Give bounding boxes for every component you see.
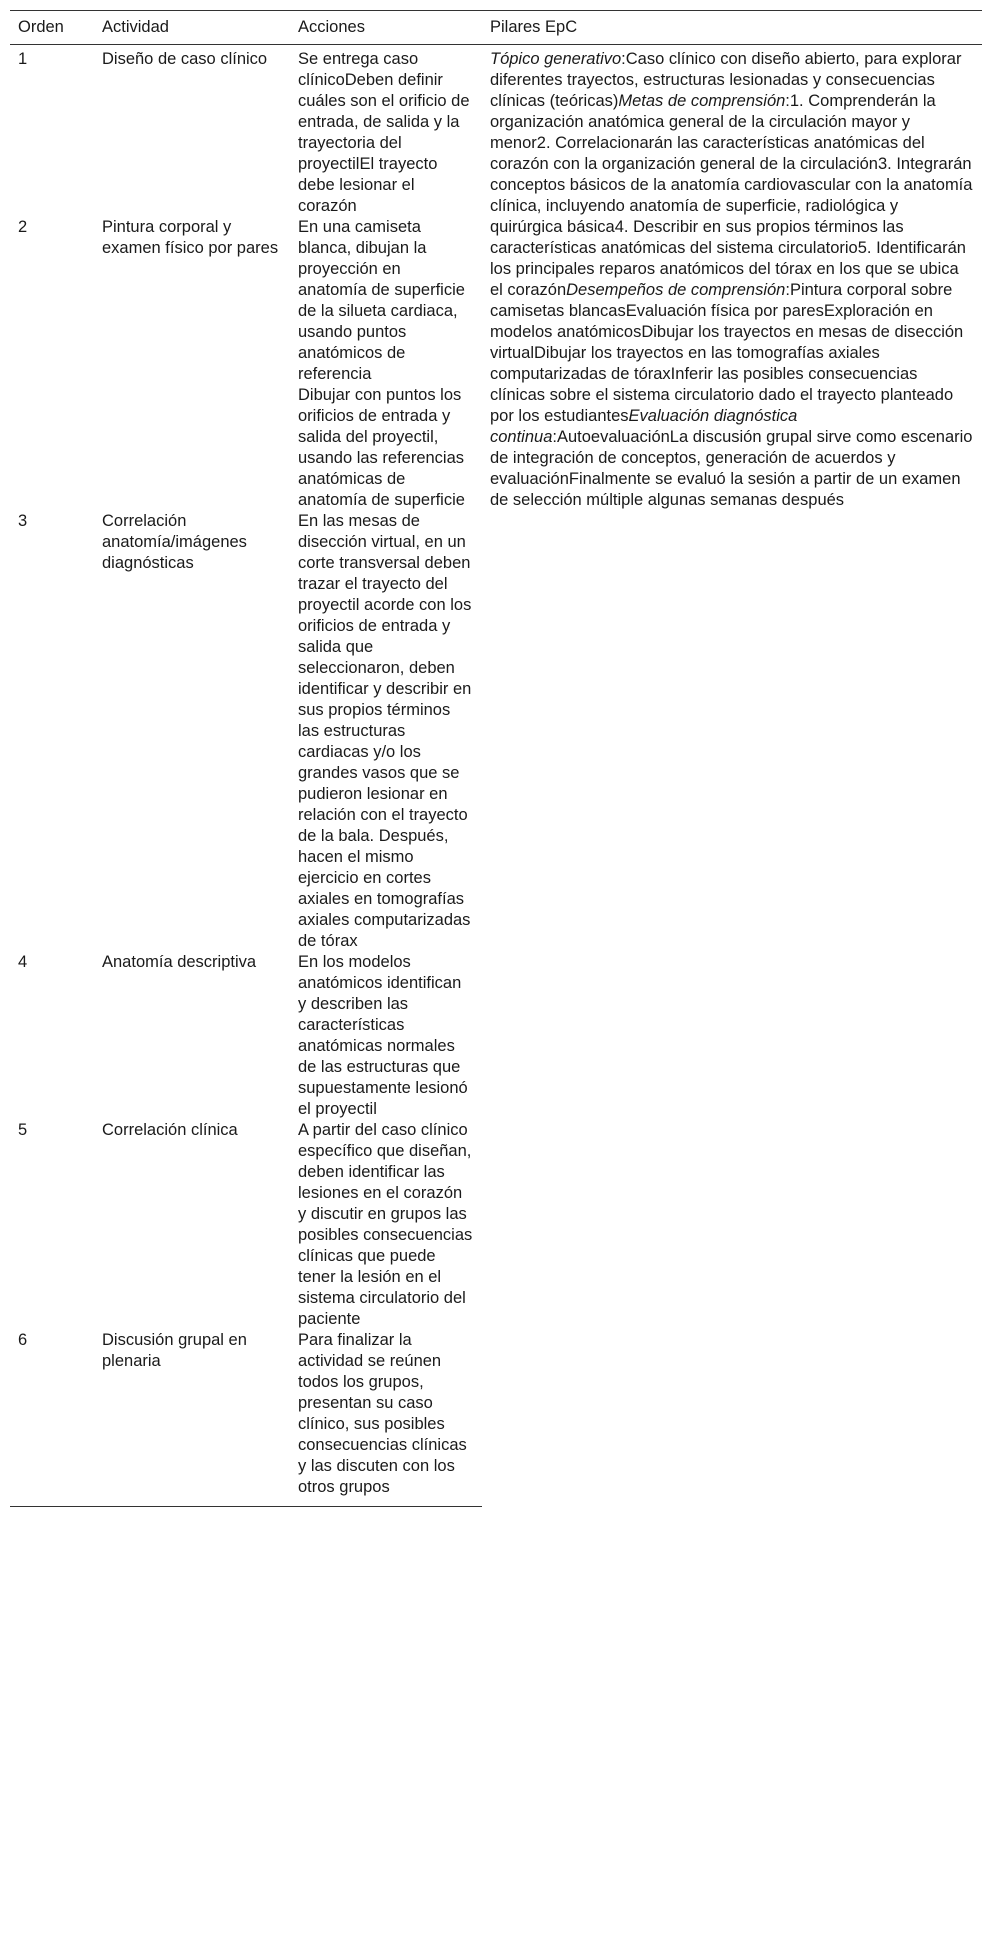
cell-acciones <box>290 217 482 511</box>
accion-text: Se entrega caso clínicoDeben definir cuáles son el orificio de entrada, de salida y la trayectoria del proyectilEl trayecto debe lesionar el corazón <box>298 50 470 215</box>
cell-acciones <box>290 952 482 1120</box>
cell-actividad: Correlación anatomía/imágenes diagnósticas <box>102 512 247 572</box>
pilar-metas-text: :1. Comprenderán la organización anatómica general de la circulación mayor y menor2. Correlacionarán las características anatómicas del corazón con la organización general de la circulación3. Integrarán conceptos básicos de la anatomía cardiovascular con la anatomía clínica, incluyendo anatomía de superficie, radiológica y quirúrgica básica4. Describir en sus propios términos las características anatómicas del sistema circulatorio5. Identificarán los principales reparos anatómicos del tórax en los que se ubica el corazón <box>490 92 973 299</box>
document-page <box>10 10 982 1507</box>
cell-pilares-epc <box>482 45 982 1507</box>
table-header-row <box>10 11 982 45</box>
cell-actividad: Pintura corporal y examen físico por pares <box>102 218 279 257</box>
header-orden: Orden <box>10 11 94 45</box>
cell-actividad: Diseño de caso clínico <box>102 50 268 68</box>
cell-orden: 4 <box>18 953 28 971</box>
accion-text: Dibujar con puntos los orificios de entrada y salida del proyectil, usando las referencias anatómicas de anatomía de superficie <box>298 386 465 509</box>
header-pilares: Pilares EpC <box>482 11 982 45</box>
header-acciones: Acciones <box>290 11 482 45</box>
accion-text: En los modelos anatómicos identifican y describen las características anatómicas normales de las estructuras que supuestamente lesionó el proyectil <box>298 953 468 1118</box>
pilar-metas-label: Metas de comprensión <box>618 92 786 110</box>
pilar-topico-label: Tópico generativo <box>490 50 622 68</box>
accion-text: En una camiseta blanca, dibujan la proyección en anatomía de superficie de la silueta cardiaca, usando puntos anatómicos de referencia <box>298 218 465 383</box>
accion-text: En las mesas de disección virtual, en un corte transversal deben trazar el trayecto del proyectil acorde con los orificios de entrada y salida que seleccionaron, deben identificar y describir en sus propios términos las estructuras cardiacas y/o los grandes vasos que se pudieron lesionar en relación con el trayecto de la bala. Después, hacen el mismo ejercicio en cortes axiales en tomografías axiales computarizadas de tórax <box>298 512 472 950</box>
cell-orden: 2 <box>18 218 28 236</box>
accion-text: Para finalizar la actividad se reúnen todos los grupos, presentan su caso clínico, sus posibles consecuencias clínicas y las discuten con los otros grupos <box>298 1331 467 1496</box>
pilar-evaluacion-text: :AutoevaluaciónLa discusión grupal sirve como escenario de integración de conceptos, generación de acuerdos y evaluaciónFinalmente se evaluó la sesión a partir de un examen de selección múltiple algunas semanas después <box>490 428 973 509</box>
cell-acciones <box>290 45 482 218</box>
pilar-topico-text: :Caso clínico con diseño abierto, para explorar diferentes trayectos, estructuras lesionadas y consecuencias clínicas (teóricas) <box>490 50 962 110</box>
activities-table <box>10 10 982 1507</box>
accion-text: A partir del caso clínico específico que diseñan, deben identificar las lesiones en el corazón y discutir en grupos las posibles consecuencias clínicas que puede tener la lesión en el sistema circulatorio del paciente <box>298 1121 473 1328</box>
pilar-desempenos-label: Desempeños de comprensión <box>566 281 786 299</box>
cell-actividad: Discusión grupal en plenaria <box>94 1330 290 1507</box>
cell-orden: 3 <box>18 512 28 530</box>
pilar-evaluacion-label: Evaluación diagnóstica continua <box>490 407 798 446</box>
cell-acciones <box>290 1120 482 1330</box>
cell-orden: 1 <box>18 50 28 68</box>
cell-actividad: Correlación clínica <box>102 1121 238 1139</box>
cell-acciones <box>290 511 482 952</box>
header-actividad: Actividad <box>94 11 290 45</box>
cell-actividad: Anatomía descriptiva <box>102 953 257 971</box>
table-row <box>10 45 982 218</box>
pilar-desempenos-text: :Pintura corporal sobre camisetas blancasEvaluación física por paresExploración en modelos anatómicosDibujar los trayectos en mesas de disección virtualDibujar los trayectos en las tomografías axiales computarizadas de tóraxInferir las posibles consecuencias clínicas sobre el sistema circulatorio dado el trayecto planteado por los estudiantes <box>490 281 964 425</box>
cell-orden: 6 <box>10 1330 94 1507</box>
cell-orden: 5 <box>18 1121 28 1139</box>
cell-acciones <box>290 1330 482 1507</box>
